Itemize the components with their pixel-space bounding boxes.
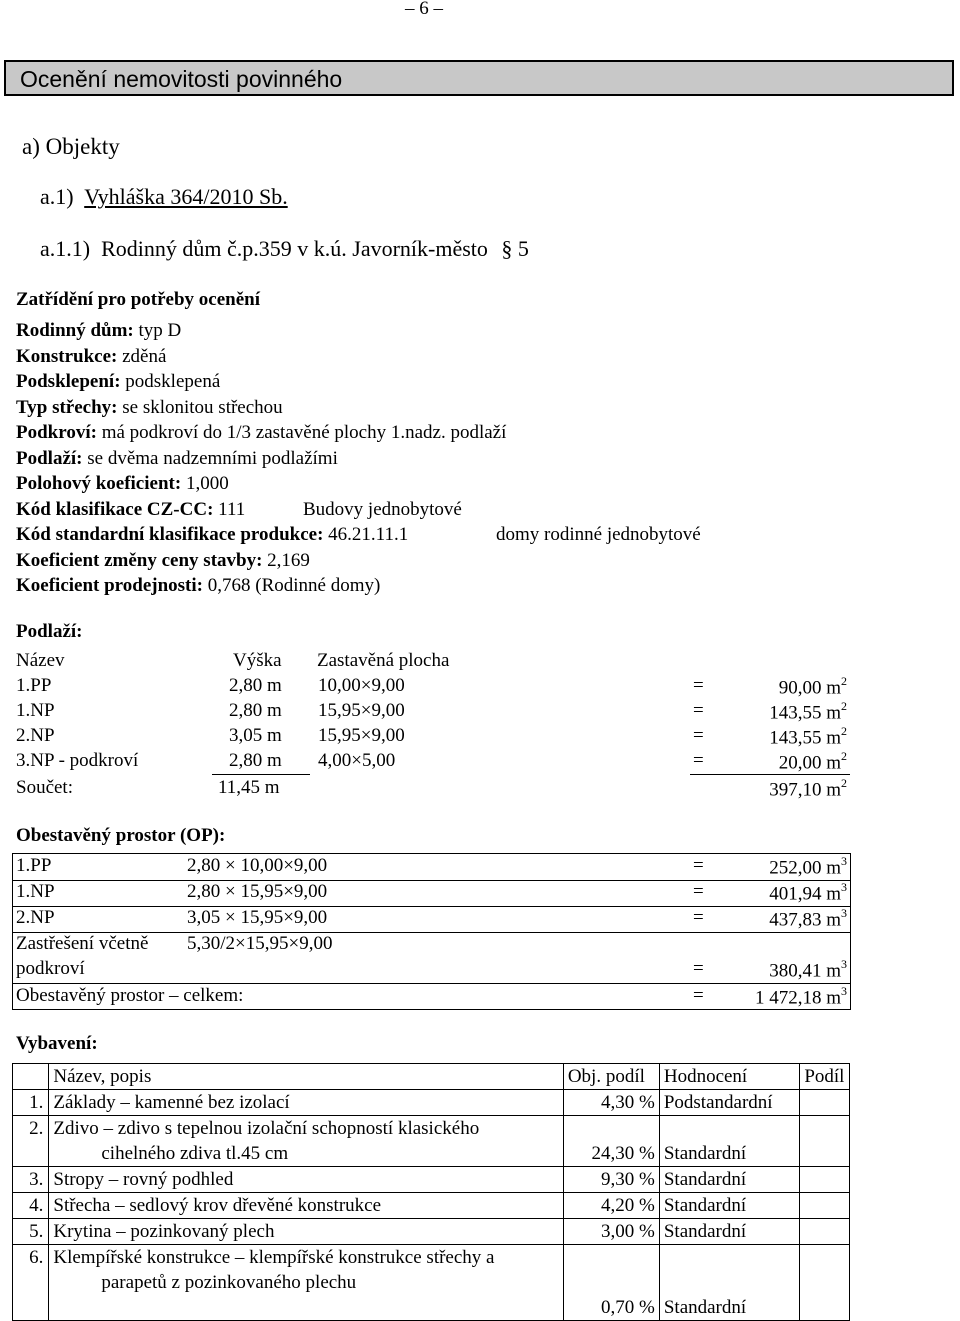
classification-row: [16, 575, 380, 597]
classification-label: Koeficient změny ceny stavby:: [16, 549, 263, 571]
op-row-eq: =: [693, 855, 704, 876]
op-border-left: [12, 853, 13, 1010]
classification-value: se sklonitou střechou: [117, 396, 283, 418]
op-line: [12, 906, 850, 907]
classification-row: [16, 346, 166, 368]
classification-extra: Budovy jednobytové: [303, 498, 462, 520]
vybaveni-row-num: 2.: [13, 1116, 49, 1167]
op-total-result: [755, 985, 847, 1009]
classification-value: se dvěma nadzemními podlažími: [82, 447, 338, 469]
classification-value: má podkroví do 1/3 zastavěné plochy 1.nadz. podlaží: [96, 422, 507, 443]
vybaveni-row-line1: Krytina – pozinkovaný plech: [53, 1221, 275, 1242]
section-a1-heading: a.1) Vyhláška 364/2010 Sb.: [40, 184, 288, 209]
vybaveni-row-part: [800, 1245, 850, 1321]
op-line: [12, 1009, 850, 1010]
classification-row: [16, 550, 310, 572]
classification-value: 2,169: [262, 549, 310, 571]
podlazi-header-name: Název: [16, 650, 65, 671]
classification-value: 1,000: [181, 473, 229, 494]
vybaveni-row: [13, 1167, 850, 1193]
vybaveni-row-name: [49, 1090, 563, 1116]
podlazi-row-result: [769, 725, 847, 749]
classification-row: [16, 473, 229, 495]
op-roof-result: [769, 958, 847, 982]
vybaveni-row-name: [49, 1245, 563, 1321]
classification-label: Podsklepení:: [16, 371, 121, 392]
classification-row: [16, 371, 220, 393]
vybaveni-table: [12, 1063, 850, 1321]
vybaveni-row-num: 1.: [13, 1090, 49, 1116]
classification-heading: Zatřídění pro potřeby ocenění: [16, 289, 261, 310]
podlazi-row-name: 3.NP - podkroví: [16, 750, 139, 771]
classification-extra: domy rodinné jednobytové: [496, 524, 701, 545]
op-row-name: 1.NP: [16, 881, 55, 902]
vybaveni-row-line2: parapetů z pozinkovaného plechu: [101, 1272, 357, 1293]
podlazi-row-calc: 15,95×9,00: [318, 725, 405, 746]
podlazi-row-eq: =: [693, 675, 704, 696]
op-roof-calc: 5,30/2×15,95×9,00: [187, 933, 333, 954]
classification-value: 111: [213, 498, 246, 520]
classification-row: [16, 422, 506, 444]
op-roof-name1: Zastřešení včetně: [16, 933, 149, 954]
section-a11-heading: a.1.1) Rodinný dům č.p.359 v k.ú. Javorník-město § 5: [40, 236, 529, 261]
vybaveni-row-share: 0,70 %: [563, 1245, 659, 1321]
result-exponent: 3: [841, 984, 847, 998]
classification-row: [16, 448, 338, 470]
op-roof-eq: =: [693, 958, 704, 979]
op-heading: Obestavěný prostor (OP):: [16, 825, 226, 846]
vybaveni-row-part: [800, 1116, 850, 1167]
vybaveni-row-rating: Standardní: [659, 1167, 799, 1193]
podlazi-row-height: 2,80 m: [229, 700, 282, 721]
vybaveni-row-line1: Základy – kamenné bez izolací: [53, 1092, 290, 1113]
vybaveni-row-name: [49, 1116, 563, 1167]
classification-row: [16, 397, 283, 419]
vybaveni-row-name: [49, 1219, 563, 1245]
result-value: 1 472,18 m: [754, 987, 841, 1009]
op-total-label: Obestavěný prostor – celkem:: [16, 985, 244, 1006]
page-number: – 6 –: [405, 0, 443, 19]
vybaveni-row-share: 9,30 %: [563, 1167, 659, 1193]
vybaveni-row-part: [800, 1167, 850, 1193]
op-line: [12, 853, 850, 854]
op-roof-name2: podkroví: [16, 958, 85, 979]
vybaveni-heading: Vybavení:: [16, 1033, 98, 1054]
vybaveni-row-share: 24,30 %: [563, 1116, 659, 1167]
vybaveni-row-part: [800, 1090, 850, 1116]
result-exponent: 2: [841, 724, 847, 738]
op-row-result: [769, 881, 847, 905]
banner-title: Ocenění nemovitosti povinného: [20, 66, 343, 92]
vybaveni-row-share: 4,30 %: [563, 1090, 659, 1116]
result-exponent: 3: [841, 880, 847, 894]
podlazi-row-eq: =: [693, 725, 704, 746]
podlazi-row-result: [769, 700, 847, 724]
vybaveni-row-part: [800, 1219, 850, 1245]
section-a11-title: Rodinný dům č.p.359 v k.ú. Javorník-město: [101, 236, 488, 261]
vybaveni-header-share: Obj. podíl: [563, 1064, 659, 1090]
result-exponent: 2: [841, 674, 847, 688]
classification-label: Kód klasifikace CZ-CC:: [16, 498, 214, 520]
section-a1-title: Vyhláška 364/2010 Sb.: [84, 184, 288, 209]
vybaveni-header-rating: Hodnocení: [659, 1064, 799, 1090]
vybaveni-row: [13, 1193, 850, 1219]
vybaveni-row-line2: cihelného zdiva tl.45 cm: [101, 1143, 289, 1164]
podlazi-row-eq: =: [693, 700, 704, 721]
classification-label: Rodinný dům:: [16, 320, 134, 341]
classification-label: Podlaží:: [16, 447, 83, 469]
vybaveni-row: [13, 1219, 850, 1245]
vybaveni-row-line1: Střecha – sedlový krov dřevěné konstrukce: [53, 1195, 382, 1216]
op-row-eq: =: [693, 881, 704, 902]
podlazi-row-result: [779, 675, 847, 699]
op-row-result: [769, 907, 847, 931]
classification-value: zděná: [117, 345, 167, 367]
result-value: 380,41 m: [769, 960, 841, 982]
op-total-eq: =: [693, 985, 704, 1006]
result-value: 143,55 m: [769, 702, 841, 724]
podlazi-row-result: [779, 750, 847, 774]
op-row-result: [769, 855, 847, 879]
op-border-right: [850, 853, 851, 1010]
op-line: [12, 880, 850, 881]
vybaveni-row-num: 6.: [13, 1245, 49, 1321]
podlazi-row-height: 2,80 m: [229, 675, 282, 696]
podlazi-row-name: 1.NP: [16, 700, 55, 721]
podlazi-header-height: Výška: [233, 650, 282, 671]
vybaveni-header-name: Název, popis: [49, 1064, 563, 1090]
classification-label: Kód standardní klasifikace produkce:: [16, 524, 324, 545]
vybaveni-row-num: 4.: [13, 1193, 49, 1219]
classification-row: [16, 320, 181, 342]
result-value: 20,00 m: [778, 752, 841, 774]
podlazi-row-height: 3,05 m: [229, 725, 282, 746]
result-value: 90,00 m: [778, 677, 841, 699]
podlazi-row-calc: 15,95×9,00: [318, 700, 405, 721]
area-sum-line: [690, 774, 850, 775]
vybaveni-row-rating: Standardní: [659, 1116, 799, 1167]
vybaveni-row-num: 5.: [13, 1219, 49, 1245]
classification-label: Typ střechy:: [16, 396, 118, 418]
vybaveni-header-part: Podíl: [800, 1064, 850, 1090]
classification-value: typ D: [133, 320, 182, 341]
vybaveni-row-line1: Stropy – rovný podhled: [53, 1169, 234, 1190]
vybaveni-row-part: [800, 1193, 850, 1219]
op-row-name: 2.NP: [16, 907, 55, 928]
vybaveni-row: [13, 1116, 850, 1167]
op-row-name: 1.PP: [16, 855, 52, 876]
result-value: 401,94 m: [769, 883, 841, 905]
op-row-calc: 2,80 × 10,00×9,00: [187, 855, 328, 876]
op-row-calc: 3,05 × 15,95×9,00: [187, 907, 328, 928]
podlazi-sum-height: 11,45 m: [218, 777, 280, 798]
vybaveni-row-num: 3.: [13, 1167, 49, 1193]
section-a-heading: a) Objekty: [22, 134, 120, 159]
podlazi-sum-result: 397,10 $m^2$: [769, 776, 847, 801]
podlazi-header-area: Zastavěná plocha: [317, 650, 450, 671]
op-line: [12, 983, 850, 984]
vybaveni-row-line1: Klempířské konstrukce – klempířské konstrukce střechy a: [53, 1247, 495, 1268]
section-banner: [4, 60, 954, 96]
vybaveni-row: [13, 1245, 850, 1321]
result-exponent: 3: [841, 854, 847, 868]
podlazi-row-calc: 4,00×5,00: [318, 750, 396, 771]
classification-label: Koeficient prodejnosti:: [16, 575, 203, 596]
classification-value: 0,768 (Rodinné domy): [203, 575, 381, 596]
podlazi-row-height: 2,80 m: [229, 750, 282, 771]
height-sum-line: [212, 774, 310, 775]
podlazi-row-eq: =: [693, 750, 704, 771]
classification-row: [16, 499, 245, 521]
podlazi-row-name: 1.PP: [16, 675, 52, 696]
podlazi-row-name: 2.NP: [16, 725, 55, 746]
vybaveni-header-row: [13, 1064, 850, 1090]
op-row-eq: =: [693, 907, 704, 928]
podlazi-row-calc: 10,00×9,00: [318, 675, 405, 696]
op-row-calc: 2,80 × 15,95×9,00: [187, 881, 328, 902]
classification-value: 46.21.11.1: [323, 524, 409, 545]
result-value: 252,00 m: [769, 857, 841, 879]
classification-value: podsklepená: [120, 371, 221, 392]
vybaveni-row-share: 3,00 %: [563, 1219, 659, 1245]
vybaveni-row-line1: Zdivo – zdivo s tepelnou izolační schopností klasického: [53, 1118, 480, 1139]
vybaveni-row-spacer: [53, 1295, 558, 1320]
classification-label: Podkroví:: [16, 422, 97, 443]
classification-row: [16, 524, 408, 546]
result-exponent: 3: [841, 957, 847, 971]
vybaveni-row-share: 4,20 %: [563, 1193, 659, 1219]
podlazi-sum-label: Součet:: [16, 777, 73, 798]
vybaveni-row-rating: Standardní: [659, 1193, 799, 1219]
result-exponent: 2: [841, 749, 847, 763]
vybaveni-row-rating: Standardní: [659, 1219, 799, 1245]
result-exponent: 3: [841, 906, 847, 920]
vybaveni-row-name: [49, 1167, 563, 1193]
result-exponent: 2: [841, 699, 847, 713]
vybaveni-row-name: [49, 1193, 563, 1219]
vybaveni-row: [13, 1090, 850, 1116]
classification-label: Polohový koeficient:: [16, 473, 182, 494]
result-value: 437,83 m: [769, 909, 841, 931]
podlazi-heading: Podlaží:: [16, 621, 83, 642]
vybaveni-row-rating: Standardní: [659, 1245, 799, 1321]
result-value: 143,55 m: [769, 727, 841, 749]
vybaveni-row-rating: Podstandardní: [659, 1090, 799, 1116]
classification-label: Konstrukce:: [16, 345, 118, 367]
